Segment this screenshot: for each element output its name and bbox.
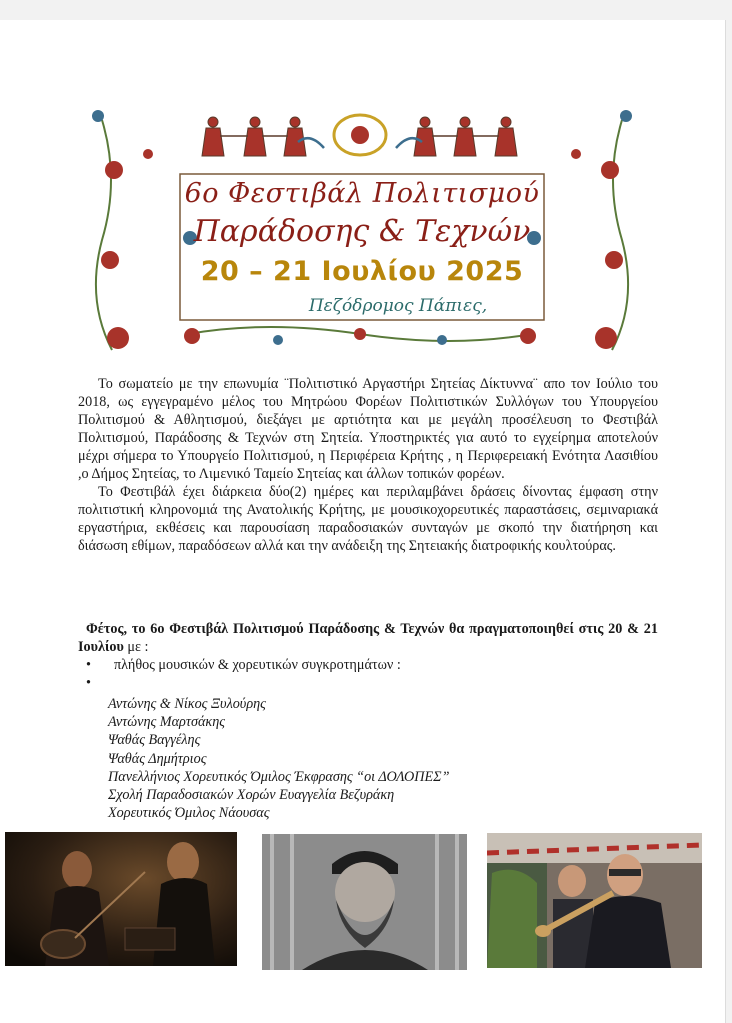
program-intro [78, 620, 658, 656]
festival-location: Πεζόδρομος Πάπιες, [308, 296, 488, 316]
bullet-list [86, 656, 401, 692]
artist-item: Αντώνης & Νίκος Ξυλούρης [108, 696, 266, 712]
festival-banner [88, 90, 636, 362]
artist-item: Αντώνης Μαρτσάκης [108, 714, 225, 731]
photo-flute-player [487, 833, 702, 968]
artist-item: Ψαθάς Δημήτριος [108, 750, 207, 767]
artist-item: Χορευτικός Όμιλος Νάουσας [108, 805, 270, 822]
paragraph-1: Το σωματείο με την επωνυμία ¨Πολιτιστικό Αργαστήρι Σητείας Δίκτυννα¨ απο τον Ιούλιο του 2018, ως εγγεγραμένο μέλος του Μητρώου Φορέων Πολιτιστικών Συλλόγων του Υπουργείου Πολιτισμού & Αθλητισμού, διεξάγει με αρτιότητα και με μεγάλη προσέλευση το Φεστιβάλ Πολιτισμού, Παράδοσης & Τεχνών στη Σητεία. Υποστηρικτές για αυτό το εγχείρημα αποτελούν μέχρι σήμερα το Υπουργείο Πολιτισμού, η Περιφέρεια Κρήτης , η Περιφερειακή Ενότητα Λασιθίου ,ο Δήμος Σητείας, το Λιμενικό Ταμείο Σητείας και άλλων τοπικών φορέων. [78, 376, 658, 482]
paragraph-2: Το Φεστιβάλ έχει διάρκεια δύο(2) ημέρες και περιλαμβάνει δράσεις δίνοντας έμφαση στην πολιτιστική κληρονομιά της Ανατολικής Κρήτης, με μουσικοχορευτικές παραστάσεις, σεμιναριακά εργαστήρια, εκθέσεις και παρουσίαση παραδοσιακών συνταγών με σκοπό την διατήρηση και διάσωση εθίμων, παραδόσεων αλλά και την ανάδειξη της Σητειακής διατροφικής κουλτούρας. [78, 484, 658, 554]
artist-item: Ψαθάς Βαγγέλης [108, 732, 201, 749]
festival-title-line1: 6ο Φεστιβάλ Πολιτισμού [184, 178, 540, 209]
document-page [0, 20, 726, 1023]
intro-text [78, 375, 658, 555]
program-intro-tail: με : [123, 639, 149, 655]
top-center-ornament [298, 115, 422, 155]
top-bar [0, 0, 732, 20]
artist-item: Σχολή Παραδοσιακών Χορών Ευαγγελία Βεζυράκη [108, 787, 395, 804]
photo-bearded-musician [262, 834, 467, 970]
photo-musicians-duo [5, 832, 237, 966]
festival-title-line2: Παράδοσης & Τεχνών [193, 214, 531, 249]
bullet-item [86, 674, 401, 692]
bullet-item: • πλήθος μουσικών & χορευτικών συγκροτημάτων : [86, 656, 401, 674]
artist-list [108, 695, 450, 822]
festival-dates: 20 – 21 Ιουλίου 2025 [200, 256, 524, 287]
artist-item: Πανελλήνιος Χορευτικός Όμιλος Έκφρασης “οι ΔΟΛΟΠΕΣ” [108, 768, 450, 785]
program-intro-bold: Φέτος, το 6ο Φεστιβάλ Πολιτισμού Παράδοσης & Τεχνών θα πραγματοποιηθεί στις 20 & 21 Ιουλίου [78, 621, 658, 655]
